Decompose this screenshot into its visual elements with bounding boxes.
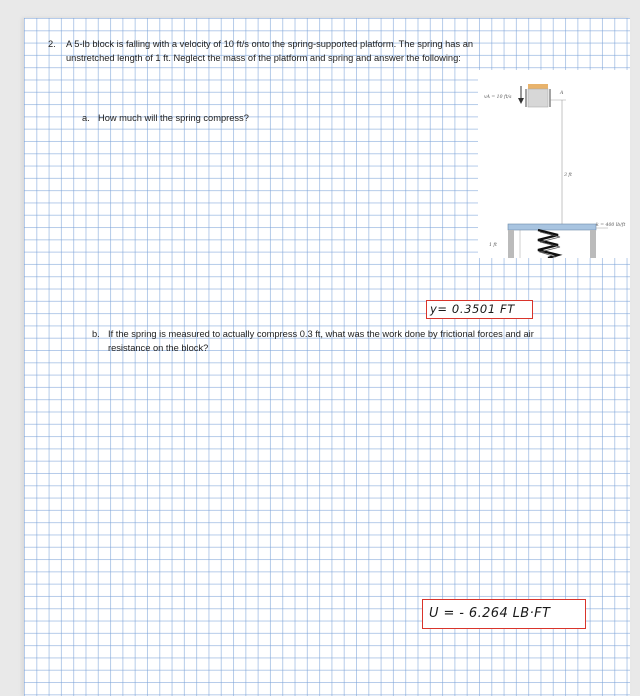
figure-drawing <box>478 70 630 258</box>
part-a-question: How much will the spring compress? <box>98 113 249 123</box>
height-label: 3 ft <box>564 173 572 178</box>
block-body <box>528 89 548 107</box>
part-b-question: If the spring is measured to actually compress 0.3 ft, what was the work done by frictional forces and air resistance on the block? <box>108 329 534 353</box>
part-b-letter: b. <box>92 329 100 339</box>
problem-statement: A 5-lb block is falling with a velocity of 10 ft/s onto the spring-supported platform. The spring has an unstretched length of 1 ft. Neglect the mass of the platform and spring and answer the following: <box>66 39 474 63</box>
right-support <box>590 230 596 258</box>
velocity-arrow-head <box>518 98 524 104</box>
left-support <box>508 230 514 258</box>
spring-constant-label: k = 400 lb/ft <box>596 223 626 228</box>
platform <box>508 224 596 230</box>
answer-b-box: U = - 6.264 LB·FT <box>422 599 586 629</box>
graph-paper-page <box>24 18 630 696</box>
part-a-letter: a. <box>82 113 90 123</box>
spring-length-label: 1 ft <box>489 243 497 248</box>
spring-platform-figure <box>478 70 630 258</box>
point-a-label: A <box>560 91 564 96</box>
answer-a-box: y= 0.3501 FT <box>426 300 533 319</box>
problem-number: 2. <box>48 39 56 49</box>
velocity-label: vA = 10 ft/s <box>484 95 512 100</box>
